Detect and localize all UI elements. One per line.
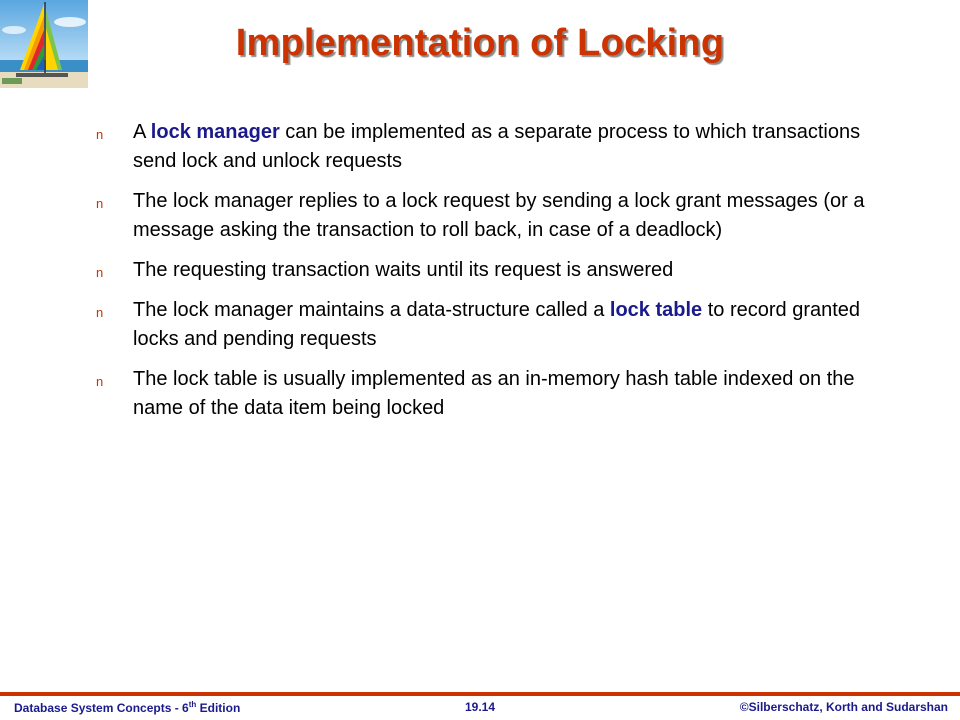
bullet-item [96, 296, 896, 354]
bullet-marker-icon: n [96, 305, 104, 320]
bullet-item [96, 256, 896, 285]
bullet-list [96, 118, 896, 434]
footer-rule [0, 692, 960, 696]
footer-book-pre: Database System Concepts - 6 [14, 701, 189, 715]
bullet-item [96, 118, 896, 176]
keyword-lock-manager: lock manager [150, 121, 280, 143]
bullet-marker-icon: n [96, 196, 104, 211]
keyword-lock-table: lock table [609, 299, 703, 321]
bullet-text-post: can be implemented as a separate process to which transactions send lock and unlock requests [133, 121, 861, 172]
bullet-item [96, 187, 896, 245]
bullet-text: The lock table is usually implemented as an in-memory hash table indexed on the name of the data item being locked [133, 368, 855, 419]
bullet-text: The lock manager replies to a lock request by sending a lock grant messages (or a message asking the transaction to roll back, in case of a deadlock) [133, 190, 865, 241]
bullet-text-pre: The lock manager maintains a data-structure called a [133, 299, 610, 321]
footer-copyright: ©Silberschatz, Korth and Sudarshan [739, 700, 948, 714]
bullet-marker-icon: n [96, 265, 104, 280]
footer-page-number: 19.14 [464, 700, 496, 714]
bullet-text: The requesting transaction waits until its request is answered [133, 259, 674, 281]
bullet-text-post: to record granted locks and pending requests [133, 299, 861, 350]
bullet-marker-icon: n [96, 127, 104, 142]
bullet-item [96, 365, 896, 423]
bullet-text-pre: A [133, 121, 151, 143]
footer-book-sup: th [188, 700, 197, 709]
bullet-marker-icon: n [96, 374, 104, 389]
footer [0, 698, 960, 720]
footer-book-post: Edition [196, 701, 241, 715]
slide-title: Implementation of Locking [235, 22, 725, 64]
